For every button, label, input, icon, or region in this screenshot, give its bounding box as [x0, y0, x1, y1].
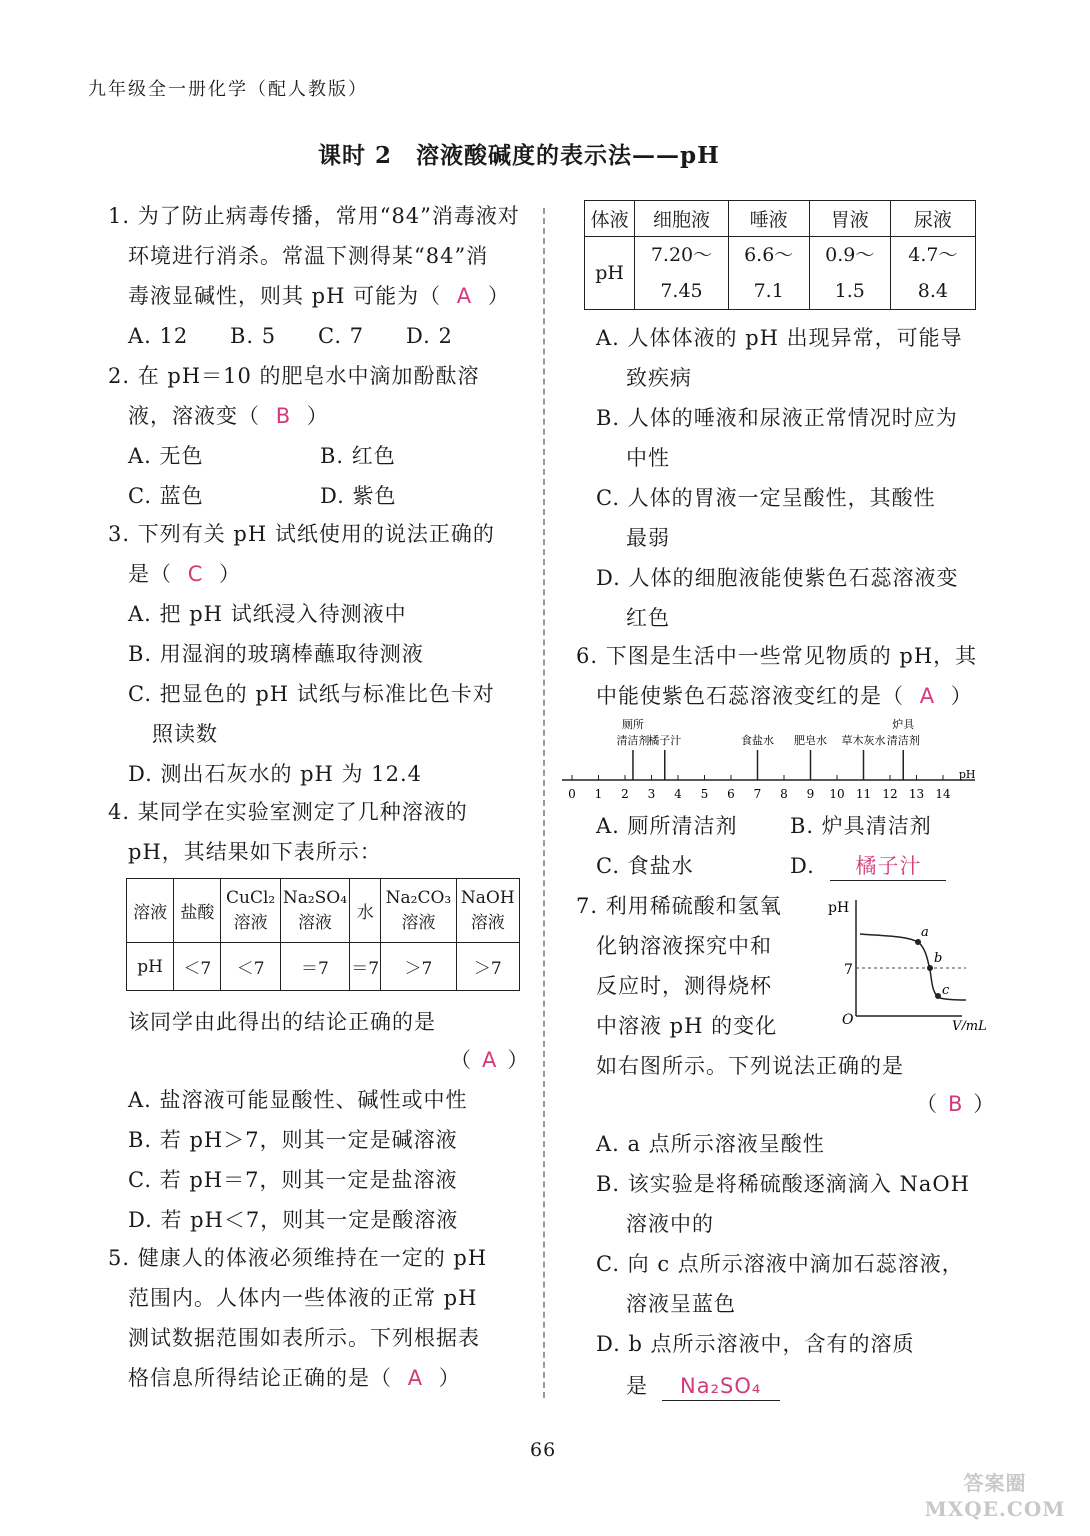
- q2-option-a: A. 无色: [128, 444, 204, 468]
- q7-option-c-cont: 溶液呈蓝色: [626, 1292, 736, 1316]
- q3-answer: C: [187, 562, 204, 586]
- q1-line3: [128, 282, 510, 310]
- q2-option-b: B. 红色: [320, 444, 396, 468]
- q7-option-d-label: 是: [626, 1374, 648, 1398]
- ph-tick-label: 1: [594, 787, 603, 801]
- q3-option-d: D. 测出石灰水的 pH 为 12.4: [128, 762, 422, 786]
- q1-line2: 环境进行消杀。常温下测得某“84”消: [128, 244, 489, 268]
- q3-option-c: C. 把显色的 pH 试纸与标准比色卡对: [128, 682, 495, 706]
- q7-line4: 中溶液 pH 的变化: [596, 1014, 778, 1038]
- ph-marker-label: 橘子汁: [648, 734, 682, 747]
- q5-line4: [128, 1364, 461, 1392]
- q6-line1: 6. 下图是生活中一些常见物质的 pH，其: [576, 644, 978, 668]
- q5-option-b-cont: 中性: [626, 446, 670, 470]
- q2-option-c: C. 蓝色: [128, 484, 204, 508]
- q4-option-a: A. 盐溶液可能显酸性、碱性或中性: [128, 1088, 468, 1112]
- q7-option-b: B. 该实验是将稀硫酸逐滴滴入 NaOH: [596, 1172, 970, 1196]
- q5-option-b: B. 人体的唾液和尿液正常情况时应为: [596, 406, 958, 430]
- q3-option-a: A. 把 pH 试纸浸入待测液中: [128, 602, 407, 626]
- q6-line2: [596, 682, 973, 710]
- graph-label-c: c: [942, 983, 950, 998]
- q6-ph-scale: [560, 716, 1000, 806]
- graph-curve: [860, 934, 966, 1000]
- q4-header: CuCl₂溶液: [221, 879, 280, 943]
- q5-option-a-cont: 致疾病: [626, 366, 692, 390]
- q4-option-c: C. 若 pH＝7，则其一定是盐溶液: [128, 1168, 458, 1192]
- q1-option-d: D. 2: [406, 324, 453, 348]
- graph-label-a: a: [921, 925, 929, 940]
- q5-option-a: A. 人体体液的 pH 出现异常，可能导: [596, 326, 963, 350]
- ph-tick-label: 13: [908, 787, 925, 801]
- q3-line2: [128, 560, 241, 588]
- q6-option-b: B. 炉具清洁剂: [790, 814, 932, 838]
- q1-stem: 毒液显碱性，则其 pH 可能为（: [128, 284, 442, 308]
- q5-header: 尿液: [890, 201, 975, 237]
- q6-option-d-answer: 橘子汁: [830, 852, 946, 881]
- graph-xlabel: V/mL: [952, 1019, 987, 1030]
- ph-marker-label: 炉具: [892, 718, 915, 731]
- q5-header: 唾液: [728, 201, 809, 237]
- q3-line1: 3. 下列有关 pH 试纸使用的说法正确的: [108, 522, 495, 546]
- q5-header: 细胞液: [635, 201, 728, 237]
- q1-answer: A: [456, 284, 473, 308]
- q2-line2: [128, 402, 329, 430]
- ph-tick-label: 10: [829, 787, 845, 801]
- q7-option-b-cont: 溶液中的: [626, 1212, 714, 1236]
- q1-option-a: A. 12: [128, 324, 189, 348]
- q5-header: 胃液: [809, 201, 890, 237]
- q7-ph-graph: [826, 890, 996, 1030]
- ph-tick-label: 4: [674, 787, 682, 801]
- q7-line3: 反应时，测得烧杯: [596, 974, 772, 998]
- q7-option-d: D. b 点所示溶液中，含有的溶质: [596, 1332, 915, 1356]
- q2-option-d: D. 紫色: [320, 484, 397, 508]
- q1-option-c: C. 7: [318, 324, 365, 348]
- q4-header: Na₂SO₄溶液: [280, 879, 349, 943]
- q4-header: 水: [350, 879, 381, 943]
- q5-option-d: D. 人体的细胞液能使紫色石蕊溶液变: [596, 566, 959, 590]
- graph-point-b: [927, 965, 933, 971]
- q5-header: 体液: [585, 201, 635, 237]
- ph-tick-label: 12: [882, 787, 898, 801]
- q5-range: 7.20～ 7.45: [635, 237, 728, 310]
- q4-stem: 该同学由此得出的结论正确的是: [128, 1010, 436, 1034]
- ph-marker-label: 草木灰水: [841, 734, 886, 747]
- ph-tick-label: 2: [621, 787, 629, 801]
- q6-option-a: A. 厕所清洁剂: [596, 814, 738, 838]
- q4-cell: ＜7: [221, 943, 280, 991]
- watermark: 答案圈 MXQE.COM: [924, 1471, 1066, 1521]
- q4-cell: ＜7: [174, 943, 221, 991]
- ph-tick-label: 5: [700, 787, 709, 801]
- q4-line1: 4. 某同学在实验室测定了几种溶液的: [108, 800, 468, 824]
- q6-option-c: C. 食盐水: [596, 854, 694, 878]
- q7-option-d-cont: [626, 1372, 780, 1401]
- q1-option-b: B. 5: [230, 324, 277, 348]
- q5-stem: 格信息所得结论正确的是（: [128, 1366, 392, 1390]
- q7-answer-line: （ B ）: [916, 1092, 996, 1116]
- graph-y-mark: 7: [844, 962, 853, 978]
- q7-line2: 化钠溶液探究中和: [596, 934, 772, 958]
- q4-option-b: B. 若 pH＞7，则其一定是碱溶液: [128, 1128, 458, 1152]
- q5-range: 0.9～ 1.5: [809, 237, 890, 310]
- q4-cell: ＝7: [350, 943, 381, 991]
- q6-option-d-label: D.: [790, 854, 815, 878]
- ph-marker-label: 厕所: [621, 718, 644, 731]
- q4-cell: ＞7: [456, 943, 519, 991]
- q5-line1: 5. 健康人的体液必须维持在一定的 pH: [108, 1246, 488, 1270]
- q3-stem: 是（: [128, 562, 172, 586]
- graph-label-b: b: [934, 951, 943, 966]
- q7-line5: 如右图所示。下列说法正确的是: [596, 1054, 904, 1078]
- page-title: 课时 2 溶液酸碱度的表示法——pH: [318, 142, 720, 169]
- running-header: 九年级全一册化学（配人教版）: [88, 79, 368, 100]
- q4-header: Na₂CO₃溶液: [381, 879, 456, 943]
- q6-answer: A: [919, 684, 936, 708]
- q4-header: 盐酸: [174, 879, 221, 943]
- q1-close: ）: [487, 284, 510, 308]
- q6-stem: 中能使紫色石蕊溶液变红的是（: [596, 684, 904, 708]
- ph-tick-label: 0: [568, 787, 576, 801]
- q4-header: NaOH溶液: [456, 879, 519, 943]
- q3-option-b: B. 用湿润的玻璃棒蘸取待测液: [128, 642, 424, 666]
- q5-row-label: pH: [585, 237, 635, 310]
- q5-table: [584, 200, 976, 310]
- ph-marker-label: 肥皂水: [794, 734, 827, 747]
- q5-answer: A: [407, 1366, 424, 1390]
- q2-stem: 液，溶液变（: [128, 404, 260, 428]
- q4-option-d: D. 若 pH＜7，则其一定是酸溶液: [128, 1208, 459, 1232]
- q5-range: 4.7～ 8.4: [890, 237, 975, 310]
- ph-tick-label: 11: [855, 787, 872, 801]
- q7-option-c: C. 向 c 点所示溶液中滴加石蕊溶液，: [596, 1252, 964, 1276]
- ph-tick-label: 6: [727, 787, 735, 801]
- q2-answer: B: [275, 404, 292, 428]
- q4-cell: pH: [127, 943, 174, 991]
- q4-answer-line: （ A ）: [450, 1048, 530, 1072]
- q4-table: [126, 878, 520, 991]
- page-number: 66: [530, 1439, 557, 1461]
- q2-line1: 2. 在 pH＝10 的肥皂水中滴加酚酞溶: [108, 364, 480, 388]
- column-divider: [543, 208, 545, 1398]
- q5-line3: 测试数据范围如表所示。下列根据表: [128, 1326, 480, 1350]
- q5-option-c: C. 人体的胃液一定呈酸性，其酸性: [596, 486, 936, 510]
- q4-line2: pH，其结果如下表所示：: [128, 840, 382, 864]
- ph-tick-label: 8: [780, 787, 788, 801]
- graph-origin: O: [842, 1012, 854, 1028]
- q4-answer: A: [482, 1048, 498, 1072]
- q1-line1: 1. 为了防止病毒传播，常用“84”消毒液对: [108, 204, 520, 228]
- ph-tick-label: 14: [935, 787, 951, 801]
- ph-marker-label: 食盐水: [741, 734, 774, 747]
- q6-close: ）: [950, 684, 973, 708]
- q5-range: 6.6～ 7.1: [728, 237, 809, 310]
- q7-option-d-answer: Na₂SO₄: [662, 1372, 780, 1401]
- ph-marker-label: 清洁剂: [616, 734, 650, 747]
- ph-marker-label: 清洁剂: [886, 734, 920, 747]
- q3-option-c-cont: 照读数: [152, 722, 218, 746]
- ph-tick-label: 9: [806, 787, 815, 801]
- q7-line1: 7. 利用稀硫酸和氢氧: [576, 894, 782, 918]
- q4-cell: ＝7: [280, 943, 349, 991]
- q7-answer: B: [948, 1092, 964, 1116]
- q5-option-d-cont: 红色: [626, 606, 670, 630]
- graph-ylabel: pH: [828, 900, 850, 916]
- q3-close: ）: [219, 562, 242, 586]
- ph-unit: pH: [958, 768, 976, 781]
- q5-option-c-cont: 最弱: [626, 526, 670, 550]
- q2-close: ）: [306, 404, 329, 428]
- q5-close: ）: [438, 1366, 461, 1390]
- q4-header: 溶液: [127, 879, 174, 943]
- q7-option-a: A. a 点所示溶液呈酸性: [596, 1132, 825, 1156]
- q5-line2: 范围内。人体内一些体液的正常 pH: [128, 1286, 478, 1310]
- graph-point-c: [935, 993, 941, 999]
- ph-tick-label: 3: [647, 787, 656, 801]
- ph-tick-label: 7: [753, 787, 762, 801]
- q6-option-d: [790, 852, 946, 881]
- q4-cell: ＞7: [381, 943, 456, 991]
